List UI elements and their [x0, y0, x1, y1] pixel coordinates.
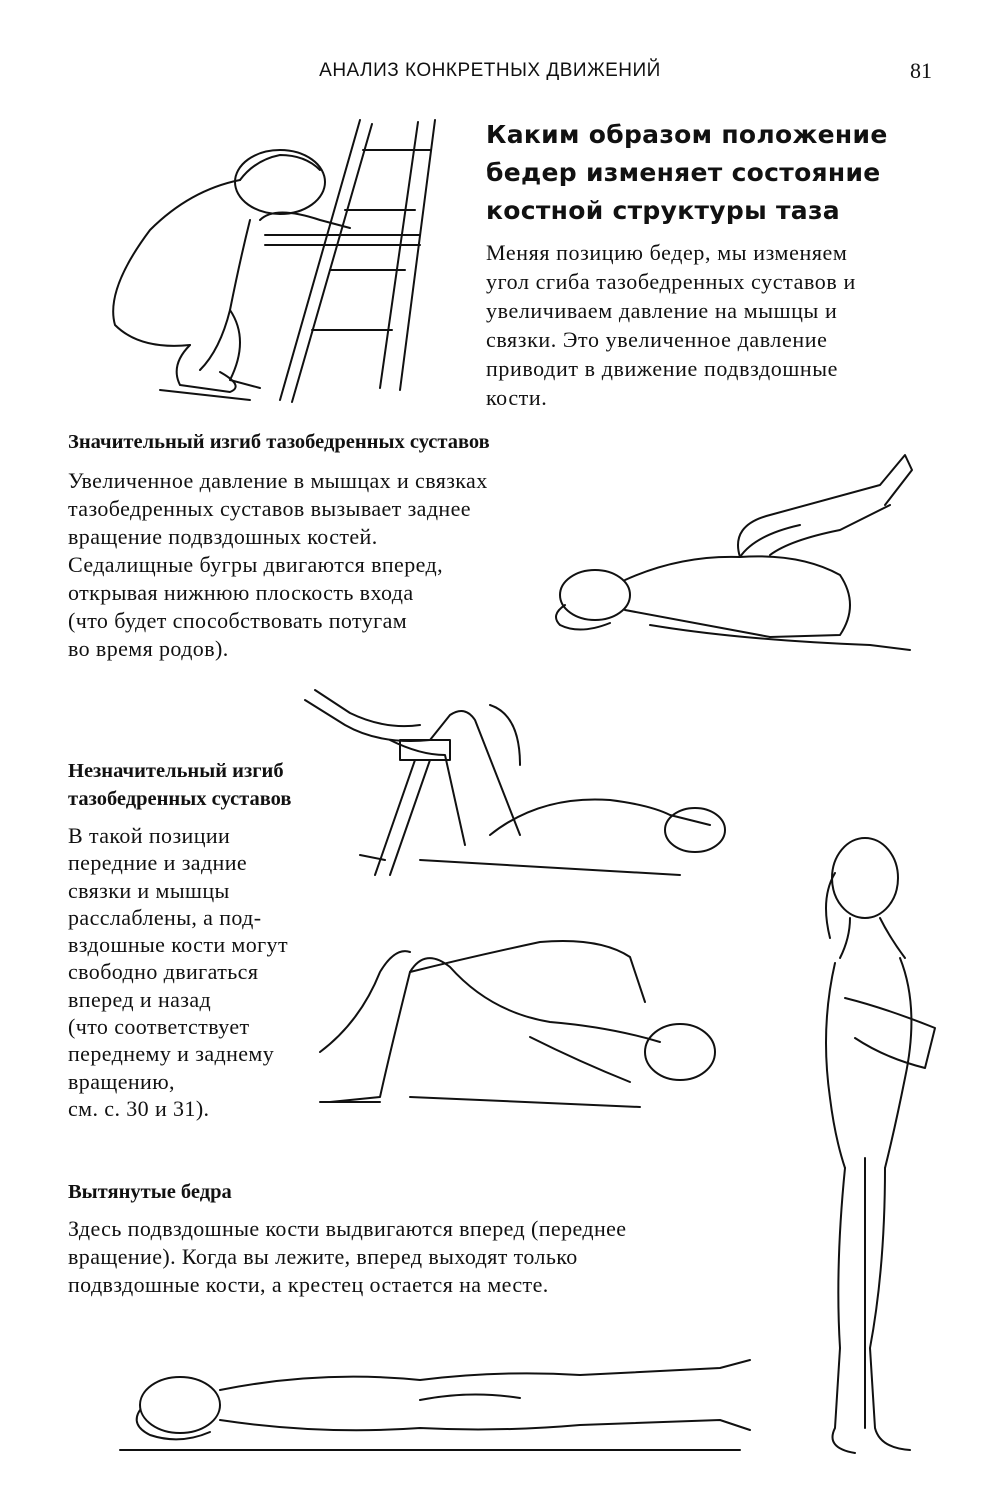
section-text-strong-flexion [68, 467, 488, 663]
main-title-line: бедер изменяет состояние [486, 158, 881, 187]
lying-flat-illustration [120, 1350, 760, 1460]
text-line: вперед и назад [68, 986, 212, 1012]
text-line: (что будет способствовать потугам [68, 608, 408, 633]
legs-on-support-illustration [290, 685, 740, 885]
text-line: В такой позиции [68, 823, 231, 848]
intro-line: кости. [486, 385, 548, 410]
standing-woman-illustration [795, 828, 945, 1468]
page-number: 81 [910, 58, 932, 83]
text-line: Увеличенное давление в мышцах и связках [68, 468, 488, 493]
main-title [486, 116, 906, 230]
text-line: связки и мышцы [68, 877, 230, 903]
section-heading-slight-flexion [68, 757, 291, 813]
intro-line: связки. Это увеличенное давление [486, 327, 828, 352]
text-line: расслаблены, а под- [68, 904, 262, 930]
text-line: вращению, [68, 1068, 175, 1094]
text-line: во время родов). [68, 636, 229, 661]
text-line: см. с. 30 и 31). [68, 1095, 210, 1121]
text-line: тазобедренных суставов вызывает заднее [68, 496, 471, 521]
section-text-slight-flexion [68, 822, 288, 1122]
text-line: вращение). Когда вы лежите, вперед выходят только [68, 1244, 578, 1269]
text-line: передние и задние [68, 850, 248, 876]
section-heading-extended: Вытянутые бедра [68, 1181, 232, 1203]
heading-line: тазобедренных суставов [68, 788, 292, 810]
text-line: открывая нижнюю плоскость входа [68, 580, 414, 605]
text-line: Здесь подвздошные кости выдвигаются вперед (переднее [68, 1216, 627, 1241]
text-line: свободно двигаться [68, 959, 259, 985]
main-title-line: Каким образом положение [486, 120, 888, 149]
lying-knees-up-illustration [540, 445, 920, 660]
text-line: (что соответствует [68, 1014, 250, 1040]
main-title-line: костной структуры таза [486, 196, 840, 225]
text-line: вращение подвздошных костей. [68, 524, 378, 549]
intro-line: приводит в движение подвздошные [486, 356, 839, 381]
section-text-extended [68, 1215, 626, 1299]
text-line: переднему и заднему [68, 1041, 275, 1067]
squatting-woman-illustration [80, 110, 460, 410]
running-title: АНАЛИЗ КОНКРЕТНЫХ ДВИЖЕНИЙ [319, 60, 661, 81]
intro-paragraph [486, 238, 926, 412]
section-heading-strong-flexion: Значительный изгиб тазобедренных суставов [68, 431, 490, 453]
intro-line: Меняя позицию бедер, мы изменяем [486, 240, 848, 265]
lying-knees-bent-illustration [300, 932, 740, 1122]
text-line: подвздошные кости, а крестец остается на месте. [68, 1272, 549, 1297]
text-line: вздошные кости могут [68, 932, 288, 958]
heading-line: Незначительный изгиб [68, 760, 284, 782]
intro-line: увеличиваем давление на мышцы и [486, 298, 838, 323]
text-line: Седалищные бугры двигаются вперед, [68, 552, 443, 577]
intro-line: угол сгиба тазобедренных суставов и [486, 269, 856, 294]
